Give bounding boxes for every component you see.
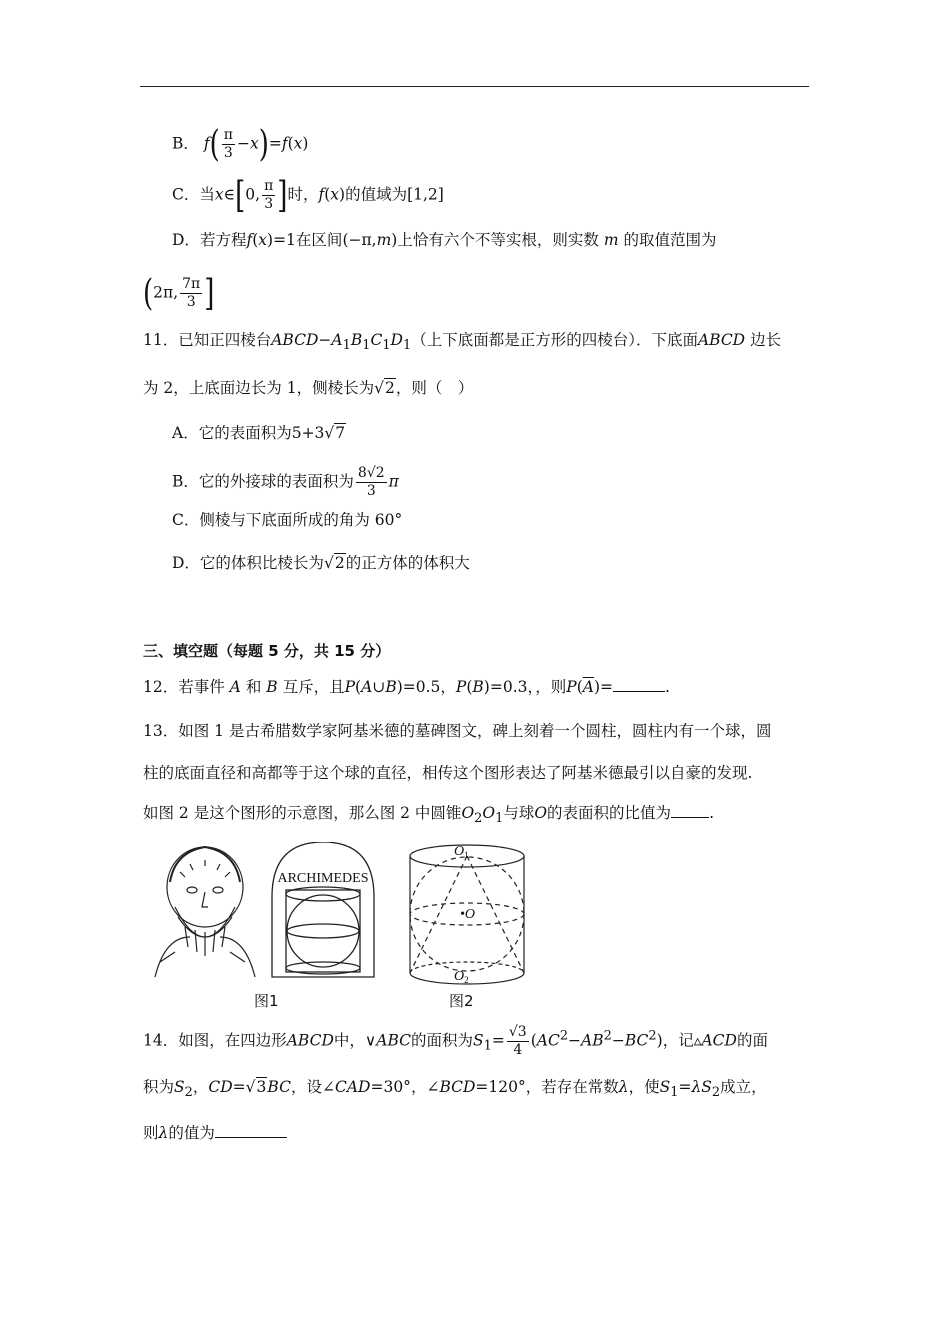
archimedes-portrait (155, 847, 255, 977)
q10-option-d: D．若方程f(x)=1在区间(−π,m)上恰有六个不等实根，则实数 m 的取值范围为 (172, 231, 717, 249)
q14-line3: 则λ的值为 (143, 1122, 287, 1144)
q11-option-d: D．它的体积比棱长为√2的正方体的体积大 (172, 554, 470, 572)
q11-option-a: A．它的表面积为5+3√7 (172, 424, 346, 442)
cone-left (410, 856, 467, 973)
q11-option-c: C．侧棱与下底面所成的角为 60° (172, 511, 403, 529)
tombstone (272, 842, 374, 977)
q13-line1: 13．如图 1 是古希腊数学家阿基米德的墓碑图文，碑上刻着一个圆柱，圆柱内有一个球，圆 (143, 722, 772, 740)
q14-line2: 积为$S_2$，CD=√3BC，设∠CAD=30°，∠BCD=120°，若存在常数λ，使$S_1=\lambda S_2$成立， (143, 1078, 767, 1101)
q11-stem-line2: 为 2，上底面边长为 1，侧棱长为√2，则（ ） (143, 379, 474, 397)
q10-option-d-range: (2π, $\frac{7\pi}{3}$ ] (143, 272, 215, 315)
figure-2 (402, 838, 532, 988)
label-o-center: •O (460, 907, 476, 922)
q10-option-c: C．当x∈[0, $\frac{\pi}{3}$ ]时，f(x)的值域为[1,2] (172, 174, 444, 217)
cylinder-bottom-back (410, 962, 524, 973)
header-rule (140, 86, 809, 87)
figure-1 (150, 842, 390, 982)
q10-option-b: B． f( $\frac{\pi}{3}$ −x)=f(x) (172, 123, 309, 166)
q11-option-b: B．它的外接球的表面积为 $\frac{8√2}{3}$ π (172, 465, 399, 499)
q13-line3: 如图 2 是这个图形的示意图，那么图 2 中圆锥$O_2O_1$与球O的表面积的比值为 . (143, 804, 714, 827)
q12: 12．若事件 A 和 B 互斥，且P(A∪B)=0.5，P(B)=0.3，，则$P(\overline{A})=$ . (143, 678, 670, 696)
label-o1: $O_1$ (454, 844, 469, 860)
q11-stem-line1: 11．已知正四棱台$ABCD-A_1B_1C_1D_1$（上下底面都是正方形的四棱台）．下底面ABCD 边长 (143, 331, 782, 354)
section-title: 三、填空题（每题 5 分，共 15 分） (143, 642, 391, 660)
cone-right (467, 856, 524, 973)
q14-line1: 14．如图，在四边形ABCD中，∨ABC的面积为$S_1=$ $\frac{√3}{4}$ $(AC^2-AB^2-BC^2)$，记▵ACD的面 (143, 1024, 768, 1058)
archimedes-label: ARCHIMEDES (277, 871, 369, 886)
figure-1-caption: 图1 (254, 992, 279, 1010)
figure-2-caption: 图2 (449, 992, 474, 1010)
label-o2: $O_2$ (454, 969, 469, 985)
q13-line2: 柱的底面直径和高都等于这个球的直径，相传这个图形表达了阿基米德最引以自豪的发现. (143, 764, 753, 782)
